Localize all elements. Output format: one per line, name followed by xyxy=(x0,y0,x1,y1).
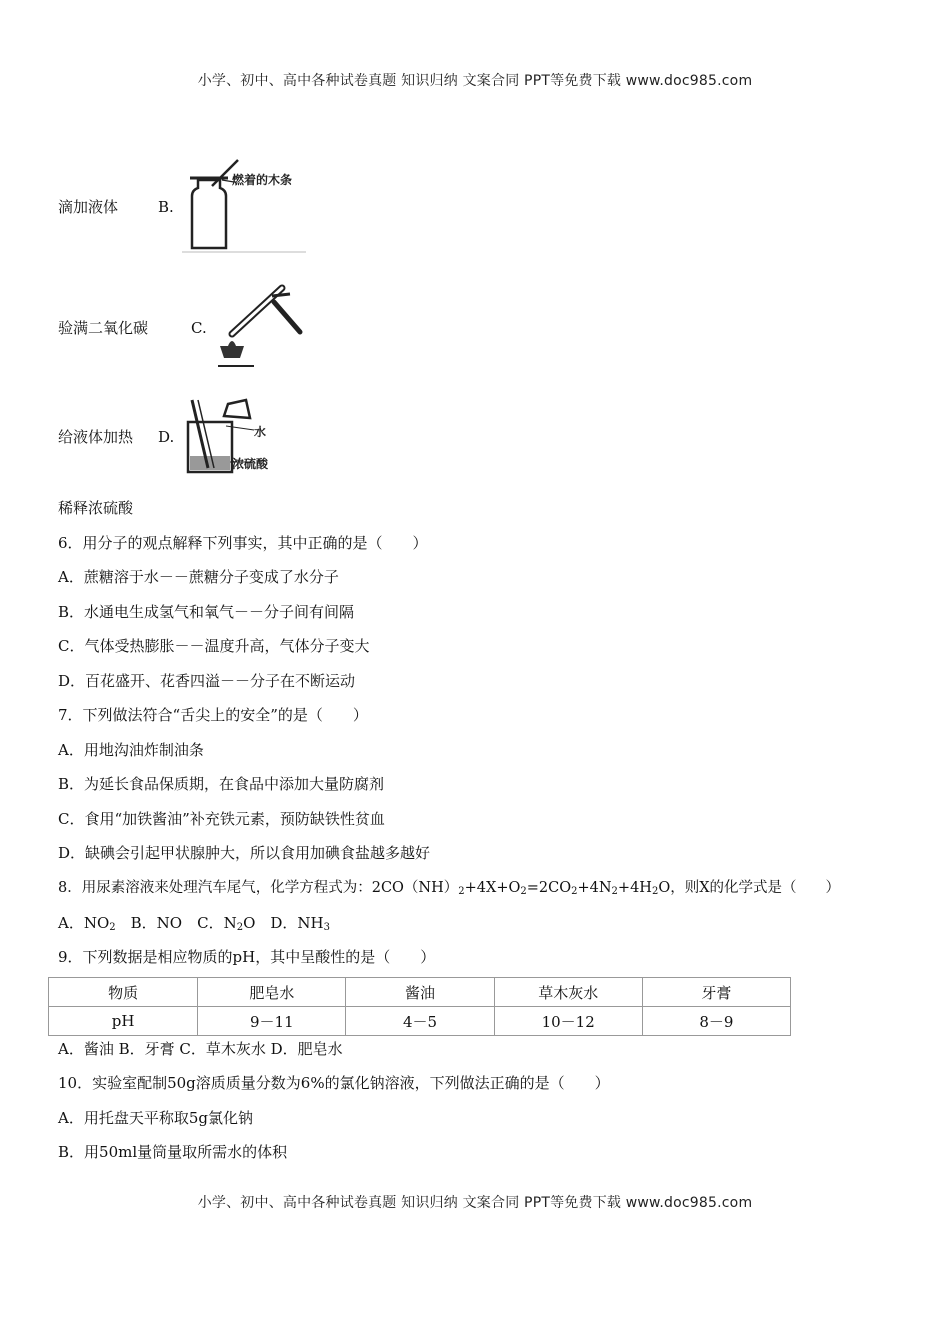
table-header-cell: 物质 xyxy=(49,978,198,1007)
option-d-caption: 给液体加热 xyxy=(58,428,134,446)
figure-label-acid: 浓硫酸 xyxy=(232,457,269,471)
option-c-caption: 验满二氧化碳 xyxy=(58,319,149,337)
q6-stem: 6．用分子的观点解释下列事实，其中正确的是（ ） xyxy=(58,534,428,552)
figure-burning-stick-bottle xyxy=(182,158,306,254)
table-row xyxy=(49,1007,791,1036)
figure-label-water: 水 xyxy=(254,425,267,439)
page-footer: 小学、初中、高中各种试卷真题 知识归纳 文案合同 PPT等免费下载 www.doc985.com xyxy=(197,1195,753,1211)
q8-options: A．$NO_2$ B．NO C．$N_2O$ D．$NH_3$ xyxy=(58,914,330,933)
figure-diluting-acid xyxy=(184,396,280,476)
q10-option-b: B．用50ml量筒量取所需水的体积 xyxy=(58,1143,288,1161)
q7-option-d: D．缺碘会引起甲状腺肿大，所以食用加碘食盐越多越好 xyxy=(58,844,431,862)
figure-label-burning-stick: 燃着的木条 xyxy=(232,173,293,187)
table-cell: 10－12 xyxy=(494,1007,642,1036)
option-c-letter: C. xyxy=(191,319,207,337)
q8-stem: 8．用尿素溶液来处理汽车尾气，化学方程式为：$2CO(NH)_2+4X+O_2=2CO_2+4N_2+4H_2O$，则X的化学式是（ ） xyxy=(58,880,841,897)
option-b-caption: 滴加液体 xyxy=(58,198,119,216)
q7-option-c: C．食用“加铁酱油”补充铁元素，预防缺铁性贫血 xyxy=(58,810,385,828)
q6-option-c: C．气体受热膨胀－－温度升高，气体分子变大 xyxy=(58,637,370,655)
q7-stem: 7．下列做法符合“舌尖上的安全”的是（ ） xyxy=(58,706,368,724)
table-header-cell: 牙膏 xyxy=(642,978,790,1007)
table-cell: 9－11 xyxy=(198,1007,346,1036)
q10-stem: 10．实验室配制50g溶质质量分数为6%的氯化钠溶液，下列做法正确的是（ ） xyxy=(58,1074,610,1092)
table-header-row xyxy=(49,978,791,1007)
q7-option-a: A．用地沟油炸制油条 xyxy=(58,741,204,759)
page-header: 小学、初中、高中各种试卷真题 知识归纳 文案合同 PPT等免费下载 www.doc985.com xyxy=(197,73,753,89)
table-header-cell: 草木灰水 xyxy=(494,978,642,1007)
trailing-caption: 稀释浓硫酸 xyxy=(58,499,134,517)
q6-option-d: D．百花盛开、花香四溢－－分子在不断运动 xyxy=(58,672,356,690)
table-header-cell: 酱油 xyxy=(346,978,494,1007)
option-d-letter: D. xyxy=(158,428,175,446)
q10-option-a: A．用托盘天平称取5g氯化钠 xyxy=(58,1109,253,1127)
table-header-cell: 肥皂水 xyxy=(198,978,346,1007)
option-b-letter: B. xyxy=(158,198,174,216)
q6-option-b: B．水通电生成氢气和氧气－－分子间有间隔 xyxy=(58,603,355,621)
q9-stem: 9．下列数据是相应物质的pH，其中呈酸性的是（ ） xyxy=(58,948,436,966)
q7-option-b: B．为延长食品保质期，在食品中添加大量防腐剂 xyxy=(58,775,385,793)
table-cell: 8－9 xyxy=(642,1007,790,1036)
q6-option-a: A．蔗糖溶于水－－蔗糖分子变成了水分子 xyxy=(58,568,339,586)
table-cell: 4－5 xyxy=(346,1007,494,1036)
table-cell: pH xyxy=(49,1007,198,1036)
figure-heating-test-tube xyxy=(214,282,306,368)
q9-options: A．酱油 B．牙膏 C．草木灰水 D．肥皂水 xyxy=(58,1040,343,1058)
ph-table xyxy=(48,977,791,1036)
